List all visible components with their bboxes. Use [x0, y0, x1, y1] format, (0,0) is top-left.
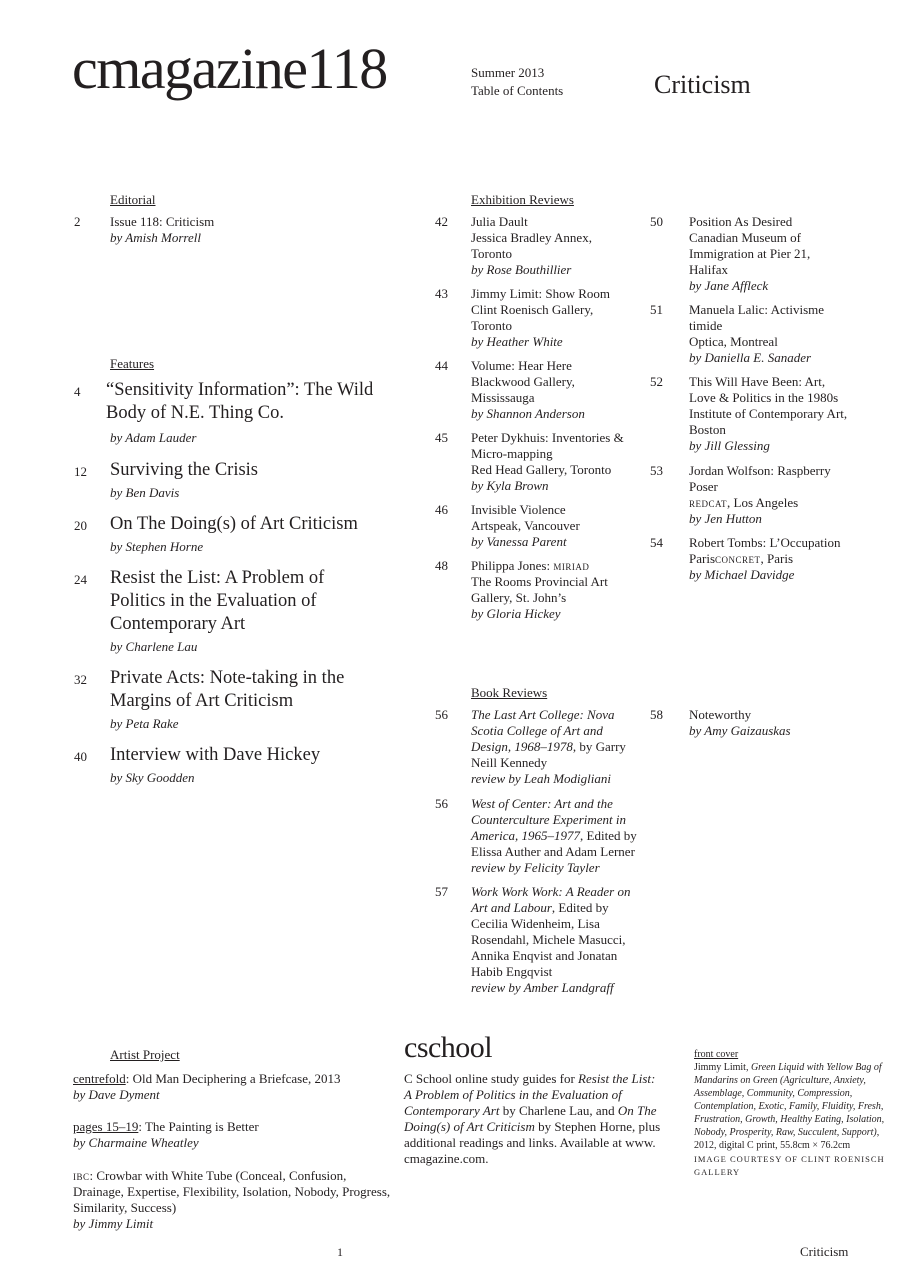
- entry-title: Robert Tombs: L’Occupation: [689, 535, 841, 550]
- exhibition-reviews-heading: Exhibition Reviews: [471, 192, 574, 207]
- page-number: 51: [650, 302, 663, 317]
- page-number: 46: [435, 502, 448, 517]
- page-number: 42: [435, 214, 448, 229]
- toc-entry-exhibition-review[interactable]: [650, 302, 839, 366]
- entry-author: by Charmaine Wheatley: [73, 1135, 199, 1150]
- page-number: 58: [650, 707, 663, 722]
- page-number: 57: [435, 884, 448, 899]
- entry-title: On The Doing(s) of Art Criticism: [110, 514, 358, 534]
- entry-author: review by Felicity Tayler: [471, 860, 600, 875]
- venue-smallcaps: redcat: [689, 495, 728, 510]
- entry-author: by Amish Morrell: [110, 230, 201, 245]
- entry-author: by Gloria Hickey: [471, 606, 561, 621]
- entry-title: Jordan Wolfson: Raspberry Poser: [689, 463, 831, 494]
- front-cover-credit: front cover Jimmy Limit, Green Liquid with Yellow Bag of Mandarins on Green (Agriculture, Anxiety, Assemblage, Community, Compression, Contemplation, Exotic, Family, Fluidity, Fresh, Frustration, Growth, Healthy Eating, Isolation, Nobody, Prosperity, Raw, Succulent, Support), 2012, digital C print, 55.8cm × 76.2cm IMAGE COURTESY OF CLINT ROENISCH GALLERY: [694, 1048, 890, 1179]
- toc-entry-exhibition-review[interactable]: [435, 214, 621, 278]
- issue-meta: [471, 64, 563, 100]
- entry-author: by Peta Rake: [110, 716, 179, 731]
- entry-venue: Parisconcret, Paris: [689, 551, 794, 566]
- toc-entry-exhibition-review[interactable]: [435, 286, 621, 350]
- artist-project-label: centrefold: [73, 1071, 126, 1086]
- entry-title: This Will Have Been: Art, Love & Politics in the 1980s: [689, 374, 839, 405]
- toc-entry-feature[interactable]: [74, 567, 355, 655]
- page-number: 56: [435, 707, 448, 722]
- entry-title: West of Center: Art and the Counterculture Experiment in America, 1965–1977, Edited by Elissa Auther and Adam Lerner: [471, 796, 637, 859]
- entry-author: by Stephen Horne: [110, 539, 204, 554]
- entry-title: Philippa Jones: miriad: [471, 558, 590, 573]
- entry-author: by Shannon Anderson: [471, 406, 585, 421]
- entry-author: by Rose Bouthillier: [471, 262, 572, 277]
- entry-venue: redcat, Los Angeles: [689, 495, 799, 510]
- entry-author: by Daniella E. Sanader: [689, 350, 812, 365]
- page-number: 43: [435, 286, 448, 301]
- toc-entry-exhibition-review[interactable]: [435, 558, 631, 622]
- entry-venue: Canadian Museum of Immigration at Pier 21, Halifax: [689, 230, 811, 277]
- artist-project-label: ibc: [73, 1168, 90, 1183]
- entry-title: Volume: Hear Here: [471, 358, 572, 373]
- toc-entry-exhibition-review[interactable]: [650, 463, 839, 527]
- entry-author: by Amy Gaizauskas: [689, 723, 791, 738]
- entry-title: Manuela Lalic: Activisme timide: [689, 302, 825, 333]
- entry-author: by Jen Hutton: [689, 511, 762, 526]
- entry-title: Jimmy Limit: Show Room: [471, 286, 611, 301]
- cschool-logo: cschool: [404, 1031, 493, 1064]
- entry-author: review by Leah Modigliani: [471, 771, 611, 786]
- entry-venue: Blackwood Gallery, Mississauga: [471, 374, 575, 405]
- page-number: 56: [435, 796, 448, 811]
- entry-venue: Optica, Montreal: [689, 334, 778, 349]
- page-number: 45: [435, 430, 448, 445]
- entry-title: Surviving the Crisis: [110, 460, 259, 480]
- page-number: 54: [650, 535, 663, 550]
- entry-title: Invisible Violence: [471, 502, 566, 517]
- entry-title: Work Work Work: A Reader on Art and Labour, Edited by Cecilia Widenheim, Lisa Rosendahl, Michele Masucci, Annika Enqvist and Jonatan Habib Engqvist: [471, 884, 631, 979]
- artist-project-heading: Artist Project: [110, 1047, 180, 1062]
- entry-title: Position As Desired: [689, 214, 793, 229]
- toc-entry-exhibition-review[interactable]: [650, 214, 839, 294]
- entry-title: Peter Dykhuis: Inventories & Micro-mapping: [471, 430, 624, 461]
- page-number: 53: [650, 463, 663, 478]
- entry-title: Noteworthy: [689, 707, 752, 722]
- entry-title: Private Acts: Note-taking in the Margins of Art Criticism: [110, 668, 345, 711]
- venue-smallcaps: concret: [715, 551, 761, 566]
- entry-author: by Jimmy Limit: [73, 1216, 154, 1231]
- magazine-logo: cmagazine118: [72, 36, 387, 101]
- toc-entry-exhibition-review[interactable]: [650, 535, 864, 583]
- toc-entry-book-review[interactable]: [435, 884, 646, 996]
- toc-entry-noteworthy[interactable]: [650, 707, 839, 739]
- toc-entry-exhibition-review[interactable]: [435, 502, 631, 550]
- page-number-footer: 1: [337, 1245, 343, 1259]
- entry-author: by Dave Dyment: [73, 1087, 160, 1102]
- entry-author: by Michael Davidge: [689, 567, 795, 582]
- toc-entry-feature[interactable]: [74, 513, 400, 555]
- entry-title: Resist the List: A Problem of Politics in the Evaluation of Contemporary Art: [110, 568, 325, 634]
- toc-entry-feature[interactable]: [74, 459, 390, 501]
- page-number: 52: [650, 374, 663, 389]
- entry-venue: Institute of Contemporary Art, Boston: [689, 406, 848, 437]
- toc-entry-feature[interactable]: [74, 667, 355, 732]
- page-number: 32: [74, 672, 87, 687]
- entry-title: The Last Art College: Nova Scotia College of Art and Design, 1968–1978, by Garry Neill Kennedy: [471, 707, 626, 770]
- toc-entry-exhibition-review[interactable]: [435, 358, 621, 422]
- toc-entry-exhibition-review[interactable]: [650, 374, 849, 454]
- entry-author: by Heather White: [471, 334, 563, 349]
- toc-entry-editorial[interactable]: [74, 214, 370, 246]
- entry-author: by Adam Lauder: [110, 430, 197, 445]
- toc-label: Table of Contents: [471, 83, 564, 98]
- entry-author: by Kyla Brown: [471, 478, 549, 493]
- artist-project-item[interactable]: ibc: Crowbar with White Tube (Conceal, Confusion, Drainage, Expertise, Flexibility, Isolation, Nobody, Progress, Similarity, Success) by Jimmy Limit: [73, 1168, 393, 1232]
- entry-author: by Sky Goodden: [110, 770, 195, 785]
- entry-title: “Sensitivity Information”: The Wild Body of N.E. Thing Co.: [106, 380, 374, 423]
- entry-author: by Jane Affleck: [689, 278, 769, 293]
- entry-venue: Artspeak, Vancouver: [471, 518, 580, 533]
- page-number: 12: [74, 464, 87, 479]
- entry-title: Julia Dault: [471, 214, 528, 229]
- entry-author: by Vanessa Parent: [471, 534, 567, 549]
- page-number: 40: [74, 749, 87, 764]
- toc-entry-book-review[interactable]: [435, 707, 636, 787]
- toc-entry-feature[interactable]: [74, 744, 390, 786]
- entry-title: Interview with Dave Hickey: [110, 745, 321, 765]
- section-title: Criticism: [654, 70, 751, 99]
- artist-project-item[interactable]: pages 15–19: The Painting is Better by Charmaine Wheatley: [73, 1119, 403, 1151]
- page-number: 48: [435, 558, 448, 573]
- image-credit: IMAGE COURTESY OF CLINT ROENISCH GALLERY: [694, 1154, 885, 1177]
- footer-section-title: Criticism: [800, 1244, 849, 1259]
- toc-entry-exhibition-review[interactable]: [435, 430, 631, 494]
- toc-entry-book-review[interactable]: [435, 796, 651, 876]
- entry-title: Issue 118: Criticism: [110, 214, 215, 229]
- toc-entry-feature[interactable]: [74, 379, 390, 446]
- front-cover-heading: front cover: [694, 1049, 739, 1060]
- entry-author: by Jill Glessing: [689, 438, 770, 453]
- page-number: 24: [74, 572, 87, 587]
- entry-author: by Charlene Lau: [110, 639, 198, 654]
- page-number: 50: [650, 214, 663, 229]
- entry-venue: Clint Roenisch Gallery, Toronto: [471, 302, 594, 333]
- artist-project-label: pages 15–19: [73, 1119, 139, 1134]
- page-number: 20: [74, 518, 87, 533]
- entry-venue: Red Head Gallery, Toronto: [471, 462, 612, 477]
- entry-author: by Ben Davis: [110, 485, 180, 500]
- entry-title-smallcaps: miriad: [553, 558, 590, 573]
- artist-project-item[interactable]: centrefold: Old Man Deciphering a Briefcase, 2013 by Dave Dyment: [73, 1071, 403, 1103]
- page-number: 44: [435, 358, 448, 373]
- cschool-description: C School online study guides for Resist the List: A Problem of Politics in the Evaluation of Contemporary Art by Charlene Lau, and On The Doing(s) of Art Criticism by Stephen Horne, plus additional readings and links. Available at www. cmagazine.com.: [404, 1071, 661, 1166]
- page-number: 4: [74, 384, 81, 399]
- features-heading: Features: [110, 356, 155, 371]
- entry-venue: Jessica Bradley Annex, Toronto: [471, 230, 592, 261]
- entry-author: review by Amber Landgraff: [471, 980, 614, 995]
- editorial-heading: Editorial: [110, 192, 156, 207]
- issue-season: Summer 2013: [471, 65, 545, 80]
- book-reviews-heading: Book Reviews: [471, 685, 548, 700]
- entry-venue: The Rooms Provincial Art Gallery, St. John’s: [471, 574, 608, 605]
- page-number: 2: [74, 214, 81, 229]
